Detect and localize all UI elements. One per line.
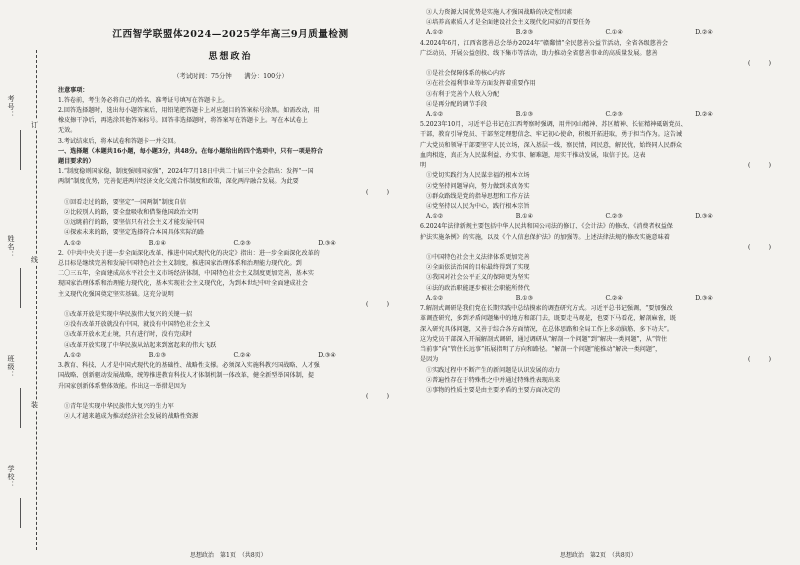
notes-heading: 注意事项：: [58, 86, 89, 94]
q5-choice-c: C.②③: [605, 213, 623, 221]
q7-answer-paren: ( ): [747, 356, 771, 364]
q6-option: ③我国对社会公平正义的保障更为坚实: [426, 274, 530, 282]
q1-answer-paren: ( ): [365, 188, 389, 196]
q4-stem: 广泛动员、开展公益创投、线下集市等活动，助力推动全省慈善事业的高质量发展。慈善: [420, 49, 658, 57]
q5-stem: 干部，教育引导党员、干部坚定理想信念、牢记初心使命，积极开拓进取，勇于担当作为。这告诫: [420, 131, 683, 139]
q2-choice-c: C.②④: [233, 351, 251, 359]
q3-choice-b: B.②③: [515, 29, 534, 37]
q5-stem: 血肉相连，真正为人民谋利益、办实事、解难题，用实干推动发展，取信于民。这表: [420, 151, 646, 159]
note-line: 橡皮擦干净后，再选涂其他答案标号。回答非选择题时，将答案写在答题卡上。写在本试卷上: [58, 117, 308, 125]
page-2: [420, 8, 785, 396]
q1-option: ④探索未来的路，要坚定选择符合本国具体实际的路: [64, 229, 205, 237]
q7-stem: 当前事”向“管住长远事”拓展指明了方向和路径。“解剖一个问题”能推动“解决一类问题”，: [420, 345, 662, 353]
name-label: 姓名：: [7, 235, 15, 259]
q1-choice-c: C.②③: [233, 239, 251, 247]
q1-choice-d: D.③④: [318, 239, 336, 247]
q1-stem: 1.“制度稳则国家稳，制度强则国家强”，2024年7月18日中共二十届三中全会指出：发挥“一国: [58, 168, 314, 176]
q5-choice-b: B.①④: [515, 213, 534, 221]
q6-choice-d: D.③④: [695, 294, 713, 302]
page-1: [58, 8, 403, 422]
q2-option: ②没有改革开放就没有中国，就没有中国特色社会主义: [64, 321, 211, 329]
q6-choice-a: A.①②: [426, 294, 444, 302]
q3-stem: 升国家创新体系整体效能。作出这一举措是因为: [58, 382, 186, 390]
school-line: [20, 498, 21, 528]
q7-stem: 7.解剖式调研是我们党在长期实践中总结摸索的调查研究方式。习近平总书记强调，“要加强改: [420, 305, 673, 313]
q1-option: ①回看走过的路，要坚定“一国两制”制度自信: [64, 198, 187, 206]
q2-answer-paren: ( ): [365, 300, 389, 308]
bind-mark: 装: [31, 401, 38, 409]
q3-option: ③人力资源大国优势是实施人才强国战略的决定性因素: [426, 9, 573, 16]
q1-stem: 两制”制度优势，完善促进两岸经济文化交流合作制度和政策，深化两岸融合发展。为此要: [58, 178, 299, 186]
q6-option: ②全面依法治国的目标最终得到了实现: [426, 264, 530, 272]
q7-stem: 深入研究具体问题，又善于综合各方面情况，在总体思路和全局工作上多动脑筋、多下功夫”。: [420, 325, 673, 333]
q6-choice-b: B.①③: [515, 294, 534, 302]
q5-answer-paren: ( ): [747, 162, 771, 170]
name-line: [20, 268, 21, 308]
q4-choice-b: B.①③: [515, 111, 534, 119]
q1-choices: [58, 239, 403, 249]
class-line: [20, 388, 21, 428]
exam-no-line: [20, 130, 21, 170]
q5-choice-d: D.③④: [695, 213, 713, 221]
q6-option: ④法的政治职能逐步被社会职能所替代: [426, 284, 530, 292]
exam-title: 江西智学联盟体2024—2025学年高三9月质量检测: [112, 29, 349, 40]
q2-choices: [58, 351, 403, 361]
q2-stem: 二〇三五年，全面建成高水平社会主义市场经济体制，中国特色社会主义制度更加完善，基本实: [58, 270, 314, 278]
q4-stem: 4.2024年6月，江西省慈善总会举办2024年“赣鄱情”全民慈善公益节活动，全省各级慈善会: [420, 39, 669, 47]
q6-option: ①中国特色社会主义法律体系更加完善: [426, 254, 530, 262]
q2-stem: 现国家治理体系和治理能力现代化，基本实现社会主义现代化，为到本世纪中叶全面建成社会: [58, 280, 308, 288]
q4-choices: [420, 110, 785, 120]
q6-stem: 6.2024年法律新规主要包括中华人民共和国公司法的修订、《会计法》的修改、《消费者权益保: [420, 223, 673, 231]
q1-choice-a: A.①②: [64, 239, 82, 247]
q2-choice-d: D.③④: [318, 351, 336, 359]
q7-option: ②普遍性存在于特殊性之中并通过特殊性表现出来: [426, 376, 561, 384]
section-heading-cont: 题目要求的）: [58, 158, 95, 166]
q5-stem: 5.2023年10月，习近平总书记在江西考察时强调，用井冈山精神、苏区精神、长征精神砥砺党员、: [420, 121, 687, 129]
note-line: 无效。: [58, 127, 77, 135]
q1-choice-b: B.①④: [148, 239, 167, 247]
q1-option: ②比较别人的路，要全盘吸收和借鉴他国政治文明: [64, 209, 199, 217]
q4-option: ③有利于完善个人收入分配: [426, 90, 500, 98]
note-line: 3.考试结束后，将本试卷和答题卡一并交回。: [58, 137, 180, 145]
q5-stem: 明: [420, 162, 427, 170]
q3-option: ④培养高素质人才是全面建设社会主义现代化国家的首要任务: [426, 19, 591, 27]
q6-choice-c: C.②④: [605, 294, 623, 302]
q5-option: ①党切实践行为人民谋幸福的根本立场: [426, 172, 530, 180]
q5-option: ③群众路线是党的指导思想和工作方法: [426, 192, 530, 200]
q4-choice-d: D.②④: [695, 111, 713, 119]
q5-option: ④党坚持以人民为中心，践行根本宗旨: [426, 203, 530, 211]
q4-option: ②在社会福利事业等方面发挥着重要作用: [426, 80, 536, 88]
q4-option: ④是再分配的调节手段: [426, 100, 487, 108]
q3-answer-paren: ( ): [365, 392, 389, 400]
page-1-footer: 思想政治 第1页 （共8页）: [190, 552, 267, 559]
q7-stem: 是因为: [420, 356, 439, 364]
bind-mark: 线: [31, 256, 38, 264]
q7-stem: 这为党员干部深入开展解剖式调研，通过调研从“解剖一个问题”到“解决一类问题”，从“管住: [420, 335, 668, 343]
q3-choice-d: D.②④: [695, 29, 713, 37]
subject-title: 思想政治: [208, 52, 253, 63]
q2-option: ④改革开放实现了中华民族从站起来到富起来的伟大飞跃: [64, 341, 217, 349]
q3-stem: 3.教育、科技、人才是中国式现代化的基础性、战略性支撑。必须深入实施科教兴国战略、人才强: [58, 362, 320, 370]
q5-option: ②党坚持问题导向，努力做到求真务实: [426, 182, 530, 190]
q2-stem: 主义现代化强国奠定坚实基础。这充分说明: [58, 290, 174, 298]
q2-choice-a: A.①②: [64, 351, 82, 359]
q2-option: ③改革开放永无止境，只有进行时，没有完成时: [64, 331, 192, 339]
q2-stem: 总目标是继续完善和发展中国特色社会主义制度，推进国家治理体系和治理能力现代化。到: [58, 260, 302, 268]
school-label: 学校：: [7, 465, 15, 489]
q5-stem: 广大党员和领导干部要坚守人民立场，深入基层一线，察民情，问民意，解民忧，始终同人民群众: [420, 141, 683, 149]
exam-no-label: 考号：: [7, 95, 15, 119]
q3-option: ①青年是实现中华民族伟大复兴的生力军: [64, 402, 174, 410]
q3-stem: 国战略、创新驱动发展战略，统筹推进教育科技人才体制机制一体改革，健全新型举国体制，提: [58, 372, 314, 380]
q7-option: ①实践过程中不断产生的新问题是认识发展的动力: [426, 366, 561, 374]
q6-choices: [420, 294, 785, 304]
q2-stem: 2.《中共中央关于进一步全面深化改革、推进中国式现代化的决定》指出：进一步全面深化改革的: [58, 249, 320, 257]
q2-option: ①改革开放是实现中华民族伟大复兴的关键一招: [64, 311, 192, 319]
section-heading: 一、选择题（本题共16小题，每小题3分，共48分。在每小题给出的四个选项中，只有一项是符合: [58, 147, 323, 155]
bind-mark: 订: [31, 121, 38, 129]
q2-choice-b: B.①③: [148, 351, 167, 359]
class-label: 班级：: [7, 355, 15, 379]
q5-choices: [420, 212, 785, 222]
q1-option: ③远眺前行的路，要坚信只有社会主义才能发展中国: [64, 219, 205, 227]
q6-answer-paren: ( ): [747, 243, 771, 251]
page-2-footer: 思想政治 第2页 （共8页）: [560, 552, 637, 559]
q3-choice-c: C.①④: [605, 29, 623, 37]
q7-option: ③事物的性质主要是由主要矛盾的主要方面决定的: [426, 386, 561, 394]
q4-choice-c: C.②③: [605, 111, 623, 119]
q6-stem: 护法实施条例》的实施，以及《个人信息保护法》的加强等。上述法律法规的修改实施意味着: [420, 233, 670, 241]
q5-choice-a: A.①②: [426, 213, 444, 221]
q7-stem: 革调查研究，多到矛盾问题集中的地方和部门去，既要走马观花，也要下马看花，解剖麻雀，既: [420, 315, 676, 323]
q3-option: ②人才越来越成为推动经济社会发展的战略性资源: [64, 413, 199, 421]
note-line: 2.回答选择题时，选出每小题答案后，用铅笔把答题卡上对应题目的答案标号涂黑。如需改动，用: [58, 107, 320, 115]
q4-option: ①是社会保障体系的核心内容: [426, 70, 506, 78]
q4-choice-a: A.①②: [426, 111, 444, 119]
note-line: 1.答卷前，考生务必将自己的姓名、准考证号填写在答题卡上。: [58, 96, 229, 104]
q3-choices: [420, 28, 785, 38]
q3-choice-a: A.①②: [426, 29, 444, 37]
q4-answer-paren: ( ): [747, 60, 771, 68]
exam-meta: （考试时间：75分钟 满分：100分）: [173, 73, 288, 81]
